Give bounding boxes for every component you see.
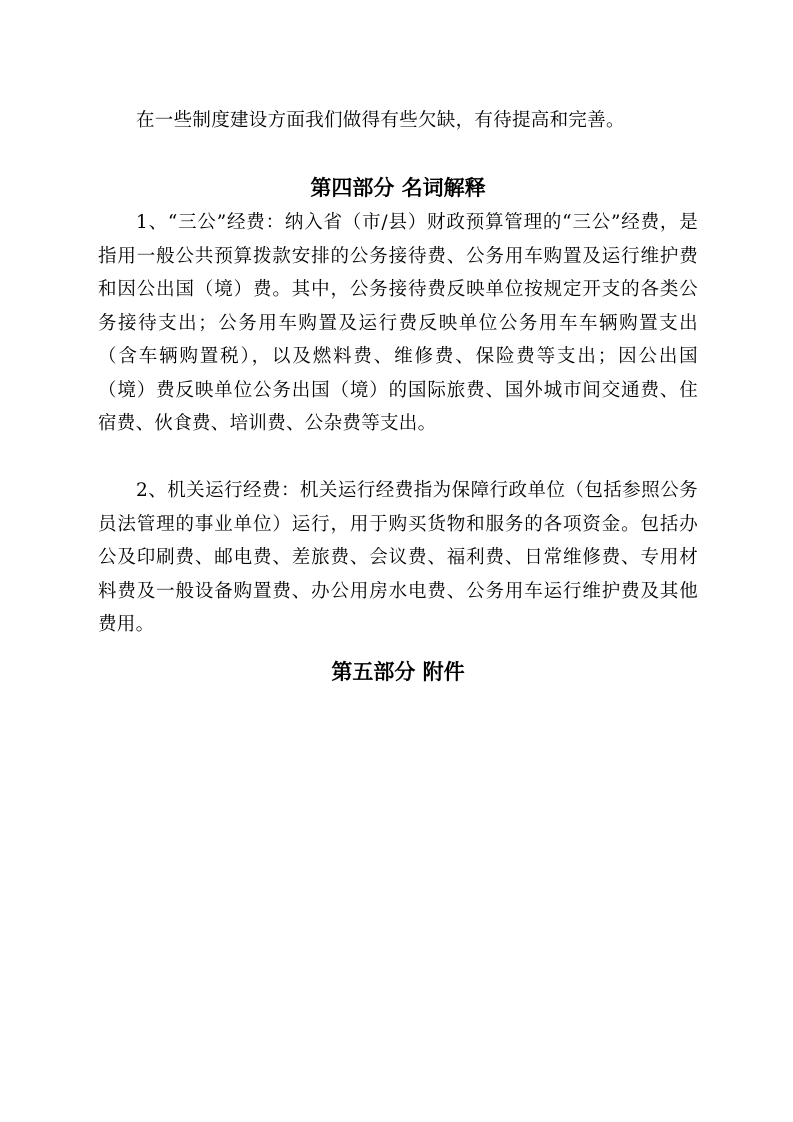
definition-item-three-public-expenses: 1、“三公”经费：纳入省（市/县）财政预算管理的“三公”经费，是指用一般公共预算拨款安排的公务接待费、公务用车购置及运行维护费和因公出国（境）费。其中，公务接待费反映单位按规定开支的各类公务接待支出；公务用车购置及运行费反映单位公务用车车辆购置支出（含车辆购置税），以及燃料费、维修费、保险费等支出；因公出国（境）费反映单位公务出国（境）的国际旅费、国外城市间交通费、住宿费、伙食费、培训费、公杂费等支出。 — [98, 212, 698, 434]
intro-paragraph: 在一些制度建设方面我们做得有些欠缺，有待提高和完善。 — [136, 110, 625, 131]
definition-item-operating-expenses: 2、机关运行经费：机关运行经费指为保障行政单位（包括参照公务员法管理的事业单位）运行，用于购买货物和服务的各项资金。包括办公及印刷费、邮电费、差旅费、会议费、福利费、日常维修费、专用材料费及一般设备购置费、办公用房水电费、公务用车运行维护费及其他费用。 — [98, 480, 698, 635]
section-4-heading: 第四部分 名词解释 — [310, 176, 486, 200]
section-5-heading: 第五部分 附件 — [331, 660, 465, 684]
